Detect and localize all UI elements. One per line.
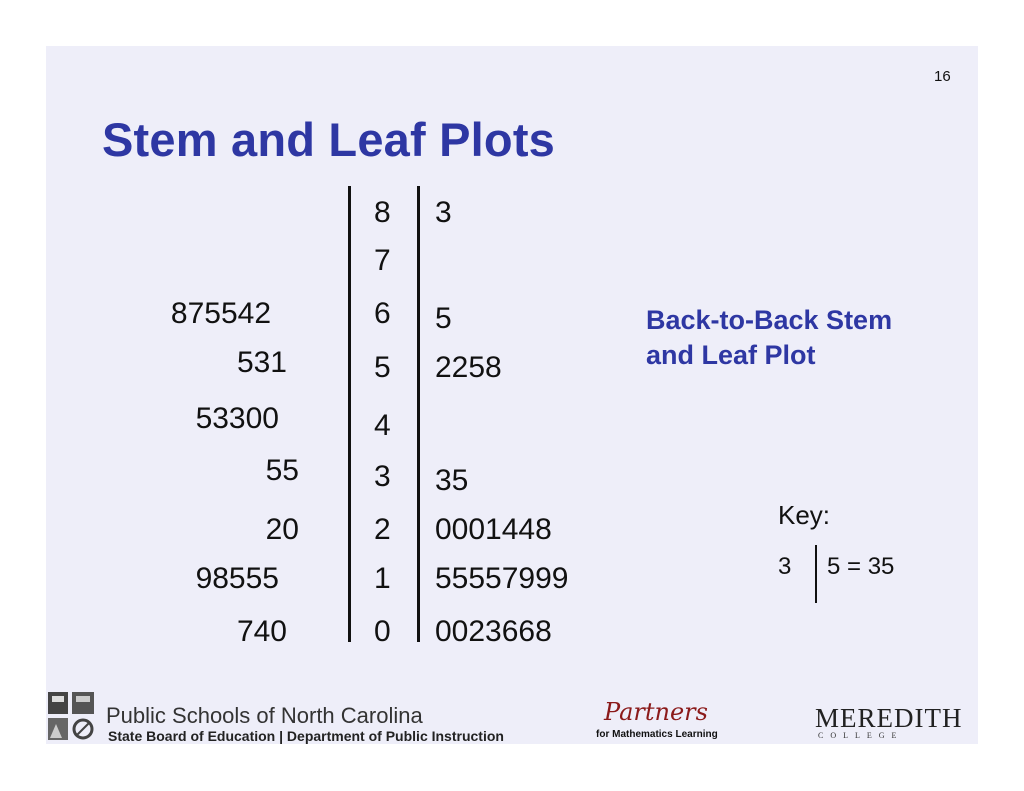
plot-subtitle: Back-to-Back Stem and Leaf Plot [646,305,893,370]
footer-org-subtitle: State Board of Education | Department of Public Instruction [108,728,504,744]
left-leaf: 531 [236,346,287,379]
left-leaf: 98555 [195,562,279,595]
page-number: 16 [934,68,951,85]
stem-value: 5 [374,351,391,384]
stem-value: 0 [374,615,391,648]
left-leaf: 55 [265,454,299,487]
college-subtitle: COLLEGE [818,731,904,740]
partners-subtitle: for Mathematics Learning [596,729,718,740]
right-leaf: 5 [435,302,452,335]
left-leaf: 875542 [170,297,271,330]
nc-schools-logo-icon [46,688,100,744]
partners-logo: Partners [604,698,708,726]
stem-value: 1 [374,562,391,595]
stem-value: 6 [374,297,391,330]
college-logo: MEREDITH [815,703,963,733]
right-leaf: 2258 [435,351,502,384]
stem-value: 4 [374,409,391,442]
footer-org-title: Public Schools of North Carolina [106,703,423,728]
right-leaf: 35 [435,464,469,497]
left-leaf: 20 [265,513,299,546]
stem-value: 7 [374,244,391,277]
stem-value: 2 [374,513,391,546]
right-leaf: 3 [435,196,452,229]
key-stem: 3 [778,553,792,580]
right-leaf: 0001448 [435,513,552,546]
key-divider [815,545,817,603]
slide-title: Stem and Leaf Plots [102,113,556,166]
key-label: Key: [778,500,831,530]
left-leaf: 53300 [195,402,279,435]
left-leaf: 740 [236,615,287,648]
right-leaf: 55557999 [435,562,569,595]
key-leaf: 5 = 35 [827,553,895,580]
stem-value: 8 [374,196,391,229]
right-leaf: 0023668 [435,615,552,648]
plot-left-divider [348,186,351,642]
stem-value: 3 [374,460,391,493]
plot-right-divider [417,186,420,642]
